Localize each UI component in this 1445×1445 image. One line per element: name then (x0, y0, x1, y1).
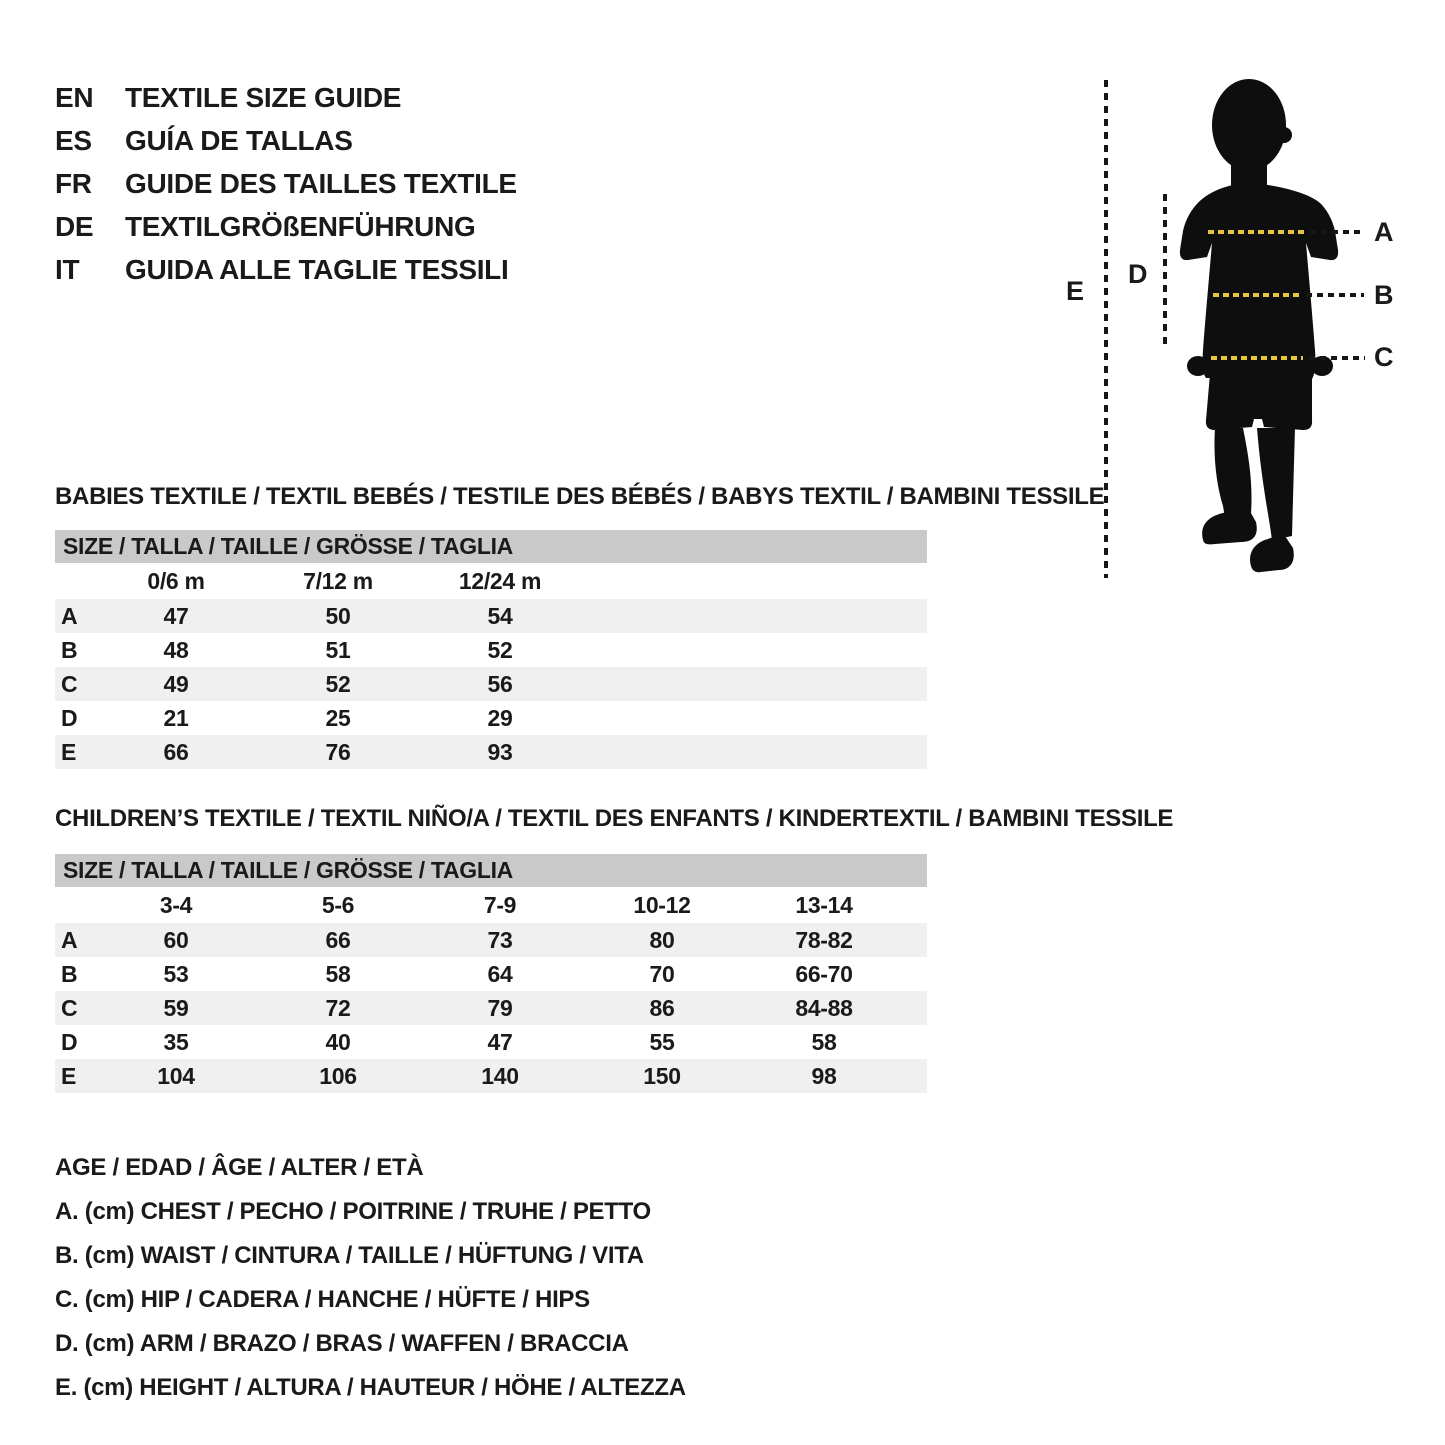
value-cell: 47 (487, 1028, 513, 1055)
lang-title: TEXTILGRÖßENFÜHRUNG (125, 210, 476, 242)
measure-label-d: D (1128, 259, 1148, 289)
children-column-header-row (55, 887, 927, 923)
value-cell: 150 (643, 1062, 681, 1089)
row-label: C (61, 994, 78, 1021)
value-cell: 79 (487, 994, 513, 1021)
height-measure-line-e (1104, 80, 1108, 578)
children-size-table (55, 854, 927, 1093)
lang-code: IT (55, 253, 80, 285)
value-cell: 58 (811, 1028, 837, 1055)
babies-size-table (55, 530, 927, 769)
hip-measure-leader-c (1309, 356, 1365, 360)
measure-label-c: C (1374, 342, 1394, 372)
waist-measure-leader-b (1306, 293, 1364, 297)
lang-title: TEXTILE SIZE GUIDE (125, 81, 402, 113)
row-label: B (61, 636, 78, 663)
lang-code: ES (55, 124, 92, 156)
value-cell: 59 (163, 994, 189, 1021)
measurement-legend (55, 1146, 686, 1410)
value-cell: 84-88 (795, 994, 853, 1021)
lang-code: DE (55, 210, 94, 242)
size-header-label: SIZE / TALLA / TAILLE / GRÖSSE / TAGLIA (63, 857, 513, 883)
lang-row-en (55, 76, 517, 119)
value-cell: 52 (487, 636, 513, 663)
value-cell: 47 (163, 602, 189, 629)
row-label: D (61, 704, 78, 731)
table-row (55, 599, 927, 633)
column-header: 3-4 (159, 891, 193, 918)
column-header: 12/24 m (458, 567, 542, 594)
lang-row-de (55, 205, 517, 248)
lang-row-it (55, 248, 517, 291)
value-cell: 21 (163, 704, 189, 731)
column-header: 7/12 m (303, 567, 373, 594)
legend-line-chest: A. (cm) CHEST / PECHO / POITRINE / TRUHE / PETTO (55, 1198, 651, 1225)
table-row (55, 735, 927, 769)
lang-code: EN (55, 81, 94, 113)
row-label: D (61, 1028, 78, 1055)
value-cell: 60 (163, 926, 189, 953)
row-label: C (61, 670, 78, 697)
children-size-header-bar (55, 854, 927, 887)
value-cell: 52 (325, 670, 351, 697)
table-row (55, 633, 927, 667)
size-header-label: SIZE / TALLA / TAILLE / GRÖSSE / TAGLIA (63, 533, 513, 559)
column-header: 13-14 (795, 891, 853, 918)
lang-row-es (55, 119, 517, 162)
value-cell: 58 (325, 960, 351, 987)
measure-label-a: A (1374, 217, 1394, 247)
value-cell: 66 (325, 926, 351, 953)
value-cell: 25 (325, 704, 351, 731)
value-cell: 40 (325, 1028, 351, 1055)
value-cell: 80 (649, 926, 675, 953)
language-title-block (55, 76, 517, 291)
value-cell: 50 (325, 602, 351, 629)
value-cell: 140 (481, 1062, 519, 1089)
value-cell: 35 (163, 1028, 189, 1055)
value-cell: 78-82 (795, 926, 853, 953)
value-cell: 86 (649, 994, 675, 1021)
babies-size-header-bar (55, 530, 927, 563)
babies-section-title: BABIES TEXTILE / TEXTIL BEBÉS / TESTILE DES BÉBÉS / BABYS TEXTIL / BAMBINI TESSILE (55, 483, 1105, 510)
legend-line-hip: C. (cm) HIP / CADERA / HANCHE / HÜFTE / HIPS (55, 1286, 590, 1313)
measure-label-b: B (1374, 280, 1394, 310)
legend-line-age: AGE / EDAD / ÂGE / ALTER / ETÀ (55, 1154, 424, 1181)
babies-column-header-row (55, 563, 927, 599)
legend-line-waist: B. (cm) WAIST / CINTURA / TAILLE / HÜFTUNG / VITA (55, 1242, 644, 1269)
row-label: A (61, 926, 78, 953)
value-cell: 56 (487, 670, 513, 697)
legend-line-arm: D. (cm) ARM / BRAZO / BRAS / WAFFEN / BRACCIA (55, 1330, 629, 1357)
hip-measure-line-c (1211, 356, 1303, 360)
value-cell: 55 (649, 1028, 675, 1055)
value-cell: 54 (487, 602, 513, 629)
value-cell: 49 (163, 670, 189, 697)
value-cell: 70 (649, 960, 675, 987)
value-cell: 48 (163, 636, 189, 663)
column-header: 5-6 (321, 891, 355, 918)
lang-title: GUIDE DES TAILLES TEXTILE (125, 167, 517, 199)
table-row (55, 1025, 927, 1059)
lang-title: GUÍA DE TALLAS (125, 124, 353, 156)
table-row (55, 991, 927, 1025)
row-label: A (61, 602, 78, 629)
child-silhouette-shapes (1180, 79, 1338, 572)
children-section-title: CHILDREN’S TEXTILE / TEXTIL NIÑO/A / TEXTIL DES ENFANTS / KINDERTEXTIL / BAMBINI TESSILE (55, 805, 1174, 832)
column-header: 7-9 (483, 891, 517, 918)
value-cell: 106 (319, 1062, 357, 1089)
value-cell: 53 (163, 960, 189, 987)
value-cell: 72 (325, 994, 351, 1021)
legend-line-height: E. (cm) HEIGHT / ALTURA / HAUTEUR / HÖHE / ALTEZZA (55, 1374, 686, 1401)
value-cell: 66-70 (795, 960, 853, 987)
lang-row-fr (55, 162, 517, 205)
value-cell: 64 (487, 960, 513, 987)
table-row (55, 667, 927, 701)
chest-measure-leader-a (1310, 230, 1364, 234)
value-cell: 93 (487, 738, 513, 765)
table-row (55, 1059, 927, 1093)
measure-label-e: E (1066, 276, 1084, 306)
chest-measure-line-a (1208, 230, 1304, 234)
lang-title: GUIDA ALLE TAGLIE TESSILI (125, 253, 509, 285)
value-cell: 29 (487, 704, 513, 731)
value-cell: 98 (811, 1062, 837, 1089)
value-cell: 76 (325, 738, 351, 765)
column-header: 0/6 m (147, 567, 205, 594)
table-row (55, 957, 927, 991)
row-label: E (61, 1062, 77, 1089)
row-label: B (61, 960, 78, 987)
arm-measure-line-d (1163, 194, 1167, 348)
value-cell: 104 (157, 1062, 195, 1089)
lang-code: FR (55, 167, 92, 199)
table-row (55, 923, 927, 957)
row-label: E (61, 738, 77, 765)
value-cell: 66 (163, 738, 189, 765)
child-silhouette (1155, 78, 1350, 583)
waist-measure-line-b (1213, 293, 1299, 297)
value-cell: 73 (487, 926, 513, 953)
column-header: 10-12 (633, 891, 691, 918)
value-cell: 51 (325, 636, 351, 663)
table-row (55, 701, 927, 735)
